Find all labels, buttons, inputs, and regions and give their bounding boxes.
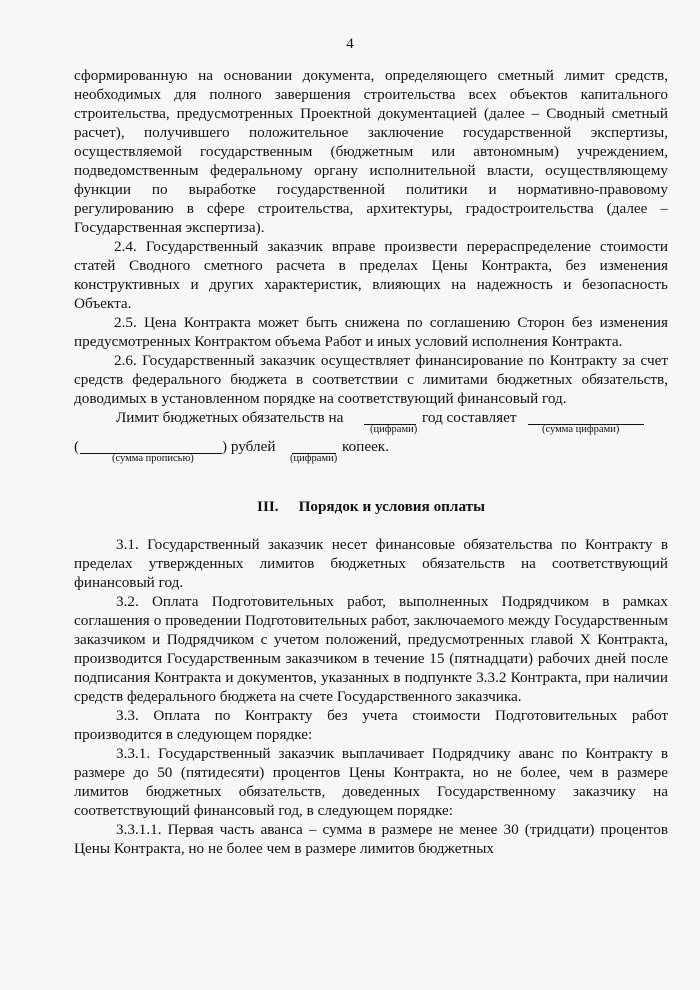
paragraph-2-3-continuation: сформированную на основании документа, определяющего сметный лимит средств, необходимых для полного завершения строительства всех объектов капитального строительства, предусмотренных Проектной документацией (далее – Сводный сметный расчет), получившего положительное заключение государственной экспертизы, осуществляемой государственным (бюджетным или автономным) учреждением, подведомственным федеральному органу исполнительной власти, осуществляющему функции по выработке государственной политики и нормативно-правовому регулированию в сфере строительства, архитектуры, градостроительства (далее – Государственная экспертиза). xyxy=(74,67,668,236)
limit-captions xyxy=(74,424,668,437)
rubles-label: рублей xyxy=(230,438,276,455)
section-title: Порядок и условия оплаты xyxy=(298,498,485,515)
sum-digits-blank xyxy=(528,408,644,425)
amount-captions xyxy=(74,453,668,466)
year-blank xyxy=(364,408,416,425)
amount-line: ( ) рублей копеек. xyxy=(74,438,389,455)
paragraph-3-3-1-1: 3.3.1.1. Первая часть аванса – сумма в размере не менее 30 (тридцати) процентов Цены Контракта, но не более чем в размере лимитов бюджетных xyxy=(74,821,668,857)
page-number: 4 xyxy=(346,36,354,52)
paragraph-2-6: 2.6. Государственный заказчик осуществляет финансирование по Контракту за счет средств федерального бюджета в соответствии с лимитами бюджетных обязательств, доводимых в установленном порядке на соответствующий финансовый год. xyxy=(74,352,668,407)
limit-label: Лимит бюджетных обязательств на xyxy=(116,409,344,426)
paragraph-3-3: 3.3. Оплата по Контракту без учета стоимости Подготовительных работ производится в следующем порядке: xyxy=(74,707,668,743)
caption-sum-digits: (сумма цифрами) xyxy=(542,424,620,435)
document-body xyxy=(74,66,668,858)
caption-sum-words: (сумма прописью) xyxy=(112,453,194,464)
year-amount-label: год составляет xyxy=(422,409,517,426)
kopecks-blank xyxy=(292,437,336,454)
caption-digits-2: (цифрами) xyxy=(290,453,338,464)
kopecks-label: копеек. xyxy=(342,438,389,455)
section-heading xyxy=(74,497,668,516)
open-paren: ( xyxy=(74,438,80,455)
paragraph-2-4: 2.4. Государственный заказчик вправе произвести перераспределение стоимости статей Сводного сметного расчета в пределах Цены Контракта, без изменения конструктивных и других характеристик, влияющих на надежность и безопасность Объекта. xyxy=(74,238,668,312)
paragraph-3-1: 3.1. Государственный заказчик несет финансовые обязательства по Контракту в пределах утвержденных лимитов бюджетных обязательств на соответствующий финансовый год. xyxy=(74,536,668,591)
paragraph-3-2: 3.2. Оплата Подготовительных работ, выполненных Подрядчиком в рамках соглашения о проведении Подготовительных работ, заключаемого между Государственным заказчиком и Подрядчиком с учетом положений, предусмотренных главой X Контракта, производится Государственным заказчиком в течение 15 (пятнадцати) рабочих дней после подписания Контракта и документов, указанных в подпункте 3.3.2 Контракта, при наличии средств федерального бюджета на счете Государственного заказчика. xyxy=(74,593,668,705)
caption-digits: (цифрами) xyxy=(370,424,418,435)
paragraph-3-3-1: 3.3.1. Государственный заказчик выплачивает Подрядчику аванс по Контракту в размере до 50 (пятидесяти) процентов Цены Контракта, но не более, чем в размере лимитов бюджетных обязательств, доведенных Государственному заказчику на соответствующий финансовый год, в следующем порядке: xyxy=(74,745,668,819)
sum-words-blank xyxy=(80,437,222,454)
section-number: III. xyxy=(257,498,279,515)
paragraph-2-5: 2.5. Цена Контракта может быть снижена по соглашению Сторон без изменения предусмотренных Контрактом объема Работ и иных условий исполнения Контракта. xyxy=(74,314,668,350)
